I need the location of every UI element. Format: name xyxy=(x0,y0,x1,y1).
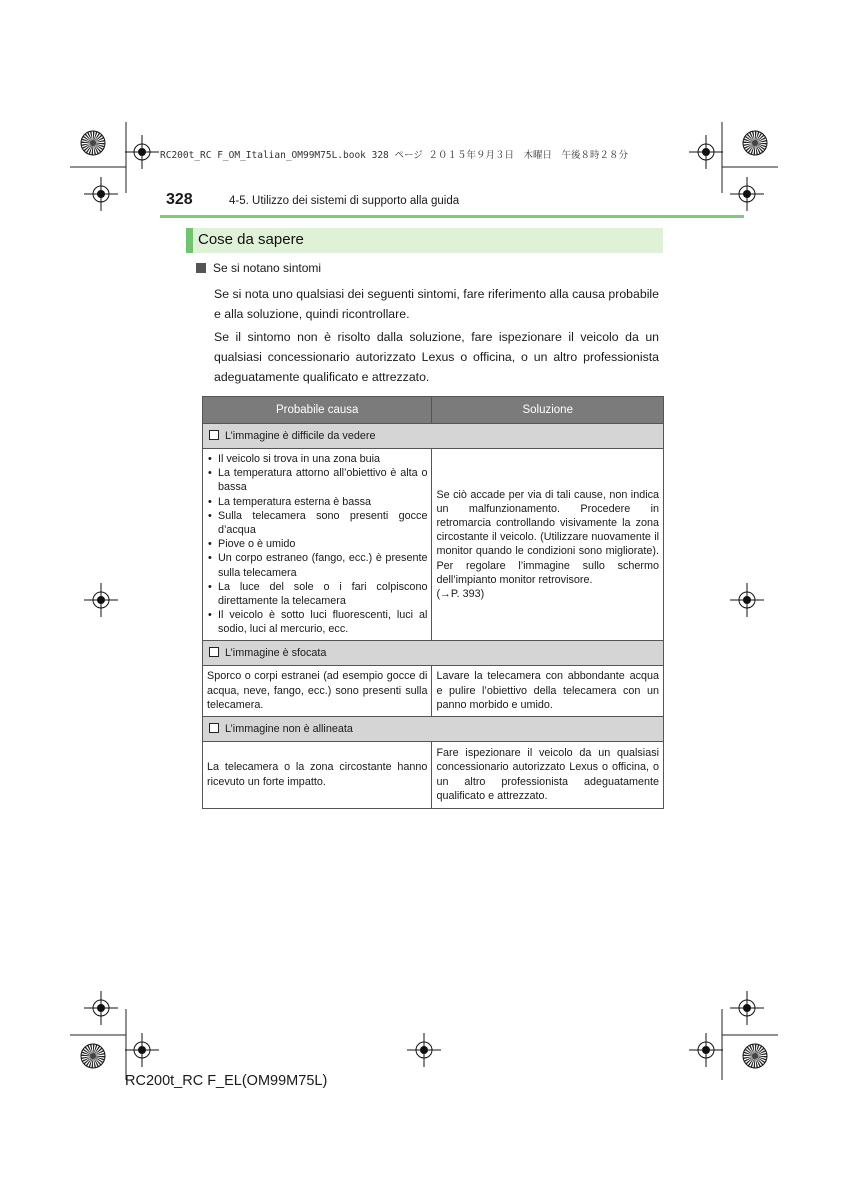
registration-mark-icon xyxy=(689,1033,723,1067)
table-row xyxy=(203,665,664,716)
topic-title: Cose da sapere xyxy=(198,231,304,248)
cause-cell xyxy=(203,449,432,641)
print-header: RC200t_RC F_OM_Italian_OM99M75L.book 328 ページ ２０１５年９月３日 木曜日 午後８時２８分 xyxy=(160,150,629,161)
category-row xyxy=(203,424,664,449)
topic-accent xyxy=(186,228,193,253)
table-header-row xyxy=(203,397,664,424)
list-item: • Il veicolo si trova in una zona buia xyxy=(207,452,427,466)
list-item: • Il veicolo è sotto luci fluorescenti, luci al sodio, luci al mercurio, ecc. xyxy=(207,608,427,636)
registration-mark-icon xyxy=(125,135,159,169)
category-label: L’immagine è difficile da vedere xyxy=(225,429,376,442)
category-row xyxy=(203,640,664,665)
registration-mark-icon xyxy=(84,991,118,1025)
list-item: • Piove o è umido xyxy=(207,537,427,551)
category-cell xyxy=(203,640,664,665)
list-item: • La temperatura attorno all’obiettivo è alta o bassa xyxy=(207,466,427,494)
solution-text: Se ciò accade per via di tali cause, non indica un malfunzionamento. Procedere in retromarcia controllando visivamente la zona circostante il veicolo. (Utilizzare nuovamente il monitor quando le condizioni sono migliorate). Per regolare l’immagine sullo schermo dell’impianto monitor retrovisore. xyxy=(436,488,659,586)
table-row xyxy=(203,449,664,641)
registration-mark-icon xyxy=(730,177,764,211)
subheading xyxy=(196,261,321,275)
cause-cell: La telecamera o la zona circostante hanno ricevuto un forte impatto. xyxy=(203,741,432,808)
list-item: • Un corpo estraneo (fango, ecc.) è presente sulla telecamera xyxy=(207,551,427,579)
cause-list xyxy=(207,452,427,637)
registration-mark-icon xyxy=(84,583,118,617)
checkbox-icon xyxy=(209,647,219,657)
troubleshooting-table xyxy=(202,396,664,809)
category-cell xyxy=(203,716,664,741)
section-title: 4-5. Utilizzo dei sistemi di supporto alla guida xyxy=(229,195,460,207)
color-wheel-mark-icon xyxy=(81,1044,105,1068)
color-wheel-mark-icon xyxy=(743,1044,767,1068)
paragraph-advice: Se il sintomo non è risolto dalla soluzione, fare ispezionare il veicolo da un qualsiasi concessionario autorizzato Lexus o officina, o un altro professionista adeguatamente qualificato e attrezzato. xyxy=(214,330,659,384)
registration-mark-icon xyxy=(407,1033,441,1067)
subheading-text: Se si notano sintomi xyxy=(213,261,322,275)
list-item: • La temperatura esterna è bassa xyxy=(207,495,427,509)
registration-mark-icon xyxy=(84,177,118,211)
list-item: • Sulla telecamera sono presenti gocce d’acqua xyxy=(207,509,427,537)
footer-code: RC200t_RC F_EL(OM99M75L) xyxy=(125,1073,328,1089)
header-cause: Probabile causa xyxy=(203,397,432,424)
color-wheel-mark-icon xyxy=(81,131,105,155)
cause-cell: Sporco o corpi estranei (ad esempio gocce di acqua, neve, fango, ecc.) sono presenti sulla telecamera. xyxy=(203,665,432,716)
checkbox-icon xyxy=(209,723,219,733)
category-label: L’immagine non è allineata xyxy=(225,722,353,735)
category-row xyxy=(203,716,664,741)
registration-mark-icon xyxy=(730,583,764,617)
paragraph-intro: Se si nota uno qualsiasi dei seguenti sintomi, fare riferimento alla causa probabile e alla soluzione, quindi ricontrollare. xyxy=(214,287,659,321)
registration-mark-icon xyxy=(730,991,764,1025)
solution-cell xyxy=(432,449,664,641)
page-number: 328 xyxy=(166,191,193,208)
header-solution: Soluzione xyxy=(432,397,664,424)
solution-cell: Lavare la telecamera con abbondante acqua e pulire l’obiettivo della telecamera con un panno morbido e umido. xyxy=(432,665,664,716)
solution-cell: Fare ispezionare il veicolo da un qualsiasi concessionario autorizzato Lexus o officina, o un altro professionista adeguatamente qualificato e attrezzato. xyxy=(432,741,664,808)
registration-mark-icon xyxy=(125,1033,159,1067)
square-bullet-icon xyxy=(196,263,206,273)
topic-bar xyxy=(186,228,663,253)
category-cell xyxy=(203,424,664,449)
page-reference: (→P. 393) xyxy=(436,587,485,600)
registration-mark-icon xyxy=(689,135,723,169)
category-label: L’immagine è sfocata xyxy=(225,646,327,659)
checkbox-icon xyxy=(209,430,219,440)
table-row xyxy=(203,741,664,808)
header-rule xyxy=(160,215,744,218)
list-item: • La luce del sole o i fari colpiscono direttamente la telecamera xyxy=(207,580,427,608)
color-wheel-mark-icon xyxy=(743,131,767,155)
